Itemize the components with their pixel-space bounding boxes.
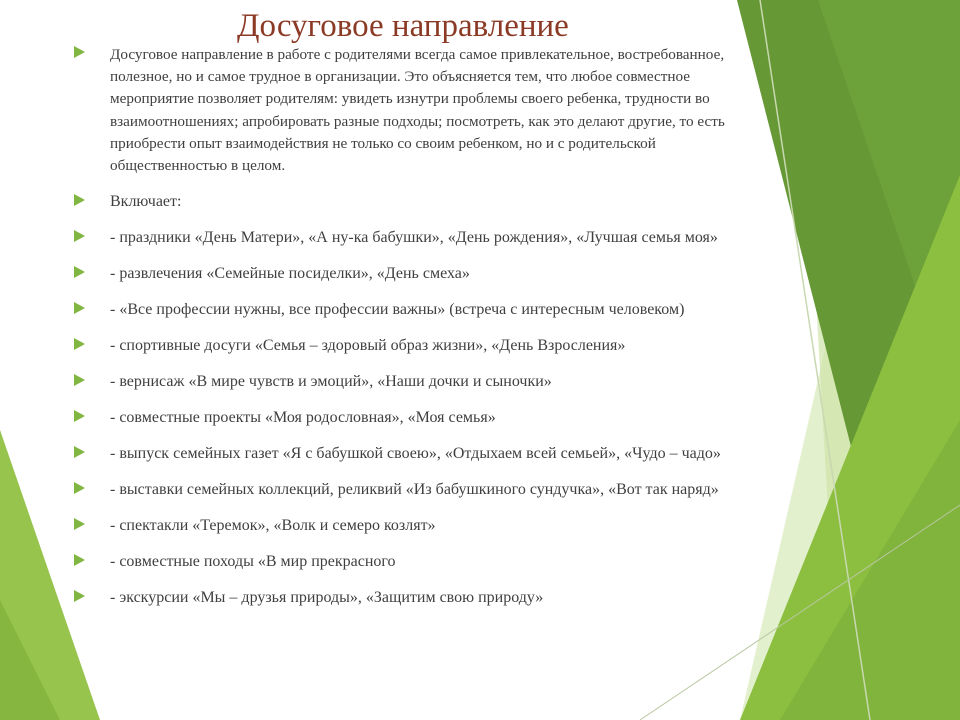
bullet-item bbox=[74, 335, 734, 358]
green-arrow-bullet-icon bbox=[74, 374, 85, 386]
bullet-item bbox=[74, 587, 734, 610]
bullet-text: Досуговое направление в работе с родителями всегда самое привлекательное, востребованное, полезное, но и самое трудное в организации. Это объясняется тем, что любое совместное мероприятие позволяет родителям: увидеть изнутри проблемы своего ребенка, трудности во взаимоотношениях; апробировать разные подходы; посмотреть, как это делают другие, то есть приобрести опыт взаимодействия не только со своим ребенком, но и с родительской общественностью в целом. bbox=[110, 46, 725, 175]
green-arrow-bullet-icon bbox=[74, 554, 85, 566]
bullet-text: - совместные проекты «Моя родословная», «Моя семья» bbox=[110, 408, 496, 426]
bullet-item bbox=[74, 227, 734, 250]
bullet-text: - вернисаж «В мире чувств и эмоций», «Наши дочки и сыночки» bbox=[110, 372, 552, 390]
bullet-text: - экскурсии «Мы – друзья природы», «Защитим свою природу» bbox=[110, 588, 544, 606]
green-arrow-bullet-icon bbox=[74, 230, 85, 242]
green-arrow-bullet-icon bbox=[74, 266, 85, 278]
green-arrow-bullet-icon bbox=[74, 446, 85, 458]
green-arrow-bullet-icon bbox=[74, 482, 85, 494]
bullet-list bbox=[74, 44, 734, 623]
bullet-item bbox=[74, 263, 734, 286]
bullet-item bbox=[74, 44, 734, 177]
green-arrow-bullet-icon bbox=[74, 410, 85, 422]
bullet-text: - «Все профессии нужны, все профессии важны» (встреча с интересным человеком) bbox=[110, 300, 685, 318]
bullet-text: - спектакли «Теремок», «Волк и семеро козлят» bbox=[110, 516, 436, 534]
green-arrow-bullet-icon bbox=[74, 518, 85, 530]
bullet-text: - выставки семейных коллекций, реликвий «Из бабушкиного сундучка», «Вот так наряд» bbox=[110, 480, 719, 498]
green-arrow-bullet-icon bbox=[74, 46, 85, 58]
bullet-text: - выпуск семейных газет «Я с бабушкой своею», «Отдыхаем всей семьей», «Чудо – чадо» bbox=[110, 444, 721, 462]
bullet-text: - совместные походы «В мир прекрасного bbox=[110, 552, 396, 570]
green-arrow-bullet-icon bbox=[74, 194, 85, 206]
bullet-item bbox=[74, 443, 734, 466]
bullet-item bbox=[74, 191, 734, 214]
bullet-text: - спортивные досуги «Семья – здоровый образ жизни», «День Взросления» bbox=[110, 336, 626, 354]
bullet-item bbox=[74, 515, 734, 538]
green-arrow-bullet-icon bbox=[74, 338, 85, 350]
slide-title: Досуговое направление bbox=[237, 8, 569, 44]
green-arrow-bullet-icon bbox=[74, 302, 85, 314]
bullet-item bbox=[74, 479, 734, 502]
bullet-item bbox=[74, 407, 734, 430]
bullet-item bbox=[74, 299, 734, 322]
green-arrow-bullet-icon bbox=[74, 590, 85, 602]
bullet-text: - праздники «День Матери», «А ну-ка бабушки», «День рождения», «Лучшая семья моя» bbox=[110, 228, 718, 246]
bullet-item bbox=[74, 371, 734, 394]
bullet-item bbox=[74, 551, 734, 574]
bullet-text: Включает: bbox=[110, 192, 182, 210]
bullet-text: - развлечения «Семейные посиделки», «День смеха» bbox=[110, 264, 470, 282]
